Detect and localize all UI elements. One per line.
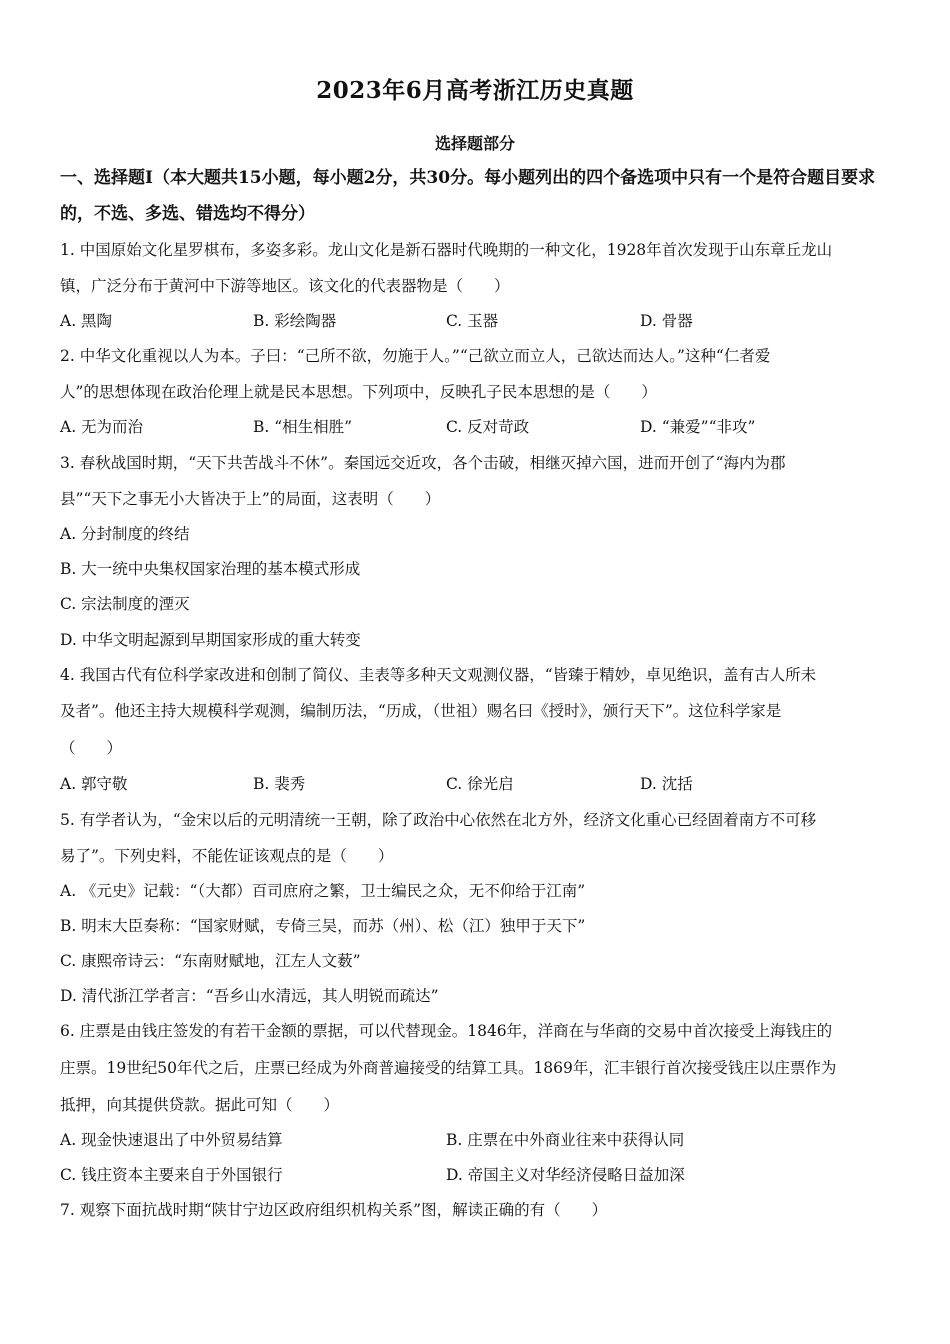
question-1-stem-line: 1. 中国原始文化星罗棋布，多姿多彩。龙山文化是新石器时代晚期的一种文化，1928年首次发现于山东章丘龙山 — [60, 241, 833, 259]
question-2-option-b: B. “相生相胜” — [253, 418, 353, 436]
question-6-option-a: A. 现金快速退出了中外贸易结算 — [60, 1131, 283, 1149]
question-6-stem-line: 庄票。19世纪50年代之后，庄票已经成为外商普遍接受的结算工具。1869年，汇丰银行首次接受钱庄以庄票作为 — [60, 1059, 837, 1077]
question-5-option-a: A. 《元史》记载：“（大都）百司庶府之繁，卫士编民之众，无不仰给于江南” — [60, 882, 586, 900]
section-heading: 一、选择题Ⅰ（本大题共15小题，每小题2分，共30分。每小题列出的四个备选项中只有一个是符合题目要求的，不选、多选、错选均不得分） — [60, 168, 876, 224]
question-4-option-a: A. 郭守敬 — [60, 775, 128, 793]
question-1-option-d: D. 骨器 — [640, 312, 693, 330]
question-2-option-d: D. “兼爱”“非攻” — [640, 418, 756, 436]
question-2-stem-line: 2. 中华文化重视以人为本。子曰：“己所不欲，勿施于人。”“己欲立而立人，己欲达而达人。”这种“仁者爱 — [60, 347, 771, 365]
question-2-option-c: C. 反对苛政 — [446, 418, 530, 436]
question-1-option-b: B. 彩绘陶器 — [253, 312, 337, 330]
question-6-stem-line: 6. 庄票是由钱庄签发的有若干金额的票据，可以代替现金。1846年，洋商在与华商的交易中首次接受上海钱庄的 — [60, 1022, 833, 1040]
question-6-option-d: D. 帝国主义对华经济侵略日益加深 — [446, 1166, 685, 1184]
question-1-stem-line: 镇，广泛分布于黄河中下游等地区。该文化的代表器物是（ ） — [60, 277, 510, 295]
question-2-stem-line: 人”的思想体现在政治伦理上就是民本思想。下列项中，反映孔子民本思想的是（ ） — [60, 383, 657, 401]
question-1-option-c: C. 玉器 — [446, 312, 499, 330]
question-4-stem-line: 4. 我国古代有位科学家改进和创制了简仪、圭表等多种天文观测仪器，“皆臻于精妙，卓见绝识，盖有古人所未 — [60, 666, 817, 684]
question-4-stem-line: （ ） — [60, 739, 123, 757]
question-3-option-d: D. 中华文明起源到早期国家形成的重大转变 — [60, 631, 361, 649]
question-5-option-b: B. 明末大臣奏称：“国家财赋，专倚三吴，而苏（州）、松（江）独甲于天下” — [60, 917, 586, 935]
question-5-stem-line: 易了”。下列史料，不能佐证该观点的是（ ） — [60, 847, 394, 865]
question-4-option-d: D. 沈括 — [640, 775, 693, 793]
question-6-option-b: B. 庄票在中外商业往来中获得认同 — [446, 1131, 685, 1149]
part-subtitle: 选择题部分 — [434, 134, 515, 153]
question-3-stem-line: 3. 春秋战国时期，“天下共苦战斗不休”。秦国远交近攻，各个击破，相继灭掉六国，进而开创了“海内为郡 — [60, 454, 786, 472]
question-4-option-b: B. 裴秀 — [253, 775, 306, 793]
question-7-stem-line: 7. 观察下面抗战时期“陕甘宁边区政府组织机构关系”图，解读正确的有（ ） — [60, 1201, 608, 1219]
question-6-option-c: C. 钱庄资本主要来自于外国银行 — [60, 1166, 283, 1184]
question-3-option-b: B. 大一统中央集权国家治理的基本模式形成 — [60, 560, 361, 578]
question-2-option-a: A. 无为而治 — [60, 418, 144, 436]
question-3-stem-line: 县”“天下之事无小大皆决于上”的局面，这表明（ ） — [60, 490, 441, 508]
question-6-stem-line: 抵押，向其提供贷款。据此可知（ ） — [60, 1096, 340, 1114]
question-3-option-a: A. 分封制度的终结 — [60, 525, 190, 543]
question-5-stem-line: 5. 有学者认为，“金宋以后的元明清统一王朝，除了政治中心依然在北方外，经济文化重心已经固着南方不可移 — [60, 811, 817, 829]
question-5-option-c: C. 康熙帝诗云：“东南财赋地，江左人文薮” — [60, 952, 361, 970]
page-title: 2023年6月高考浙江历史真题 — [316, 77, 634, 104]
question-4-stem-line: 及者”。他还主持大规模科学观测，编制历法，“历成，（世祖）赐名曰《授时》，颁行天下”。这位科学家是 — [60, 702, 782, 720]
question-1-option-a: A. 黑陶 — [60, 312, 113, 330]
question-3-option-c: C. 宗法制度的湮灭 — [60, 595, 190, 613]
question-4-option-c: C. 徐光启 — [446, 775, 514, 793]
question-5-option-d: D. 清代浙江学者言：“吾乡山水清远，其人明锐而疏达” — [60, 987, 439, 1005]
